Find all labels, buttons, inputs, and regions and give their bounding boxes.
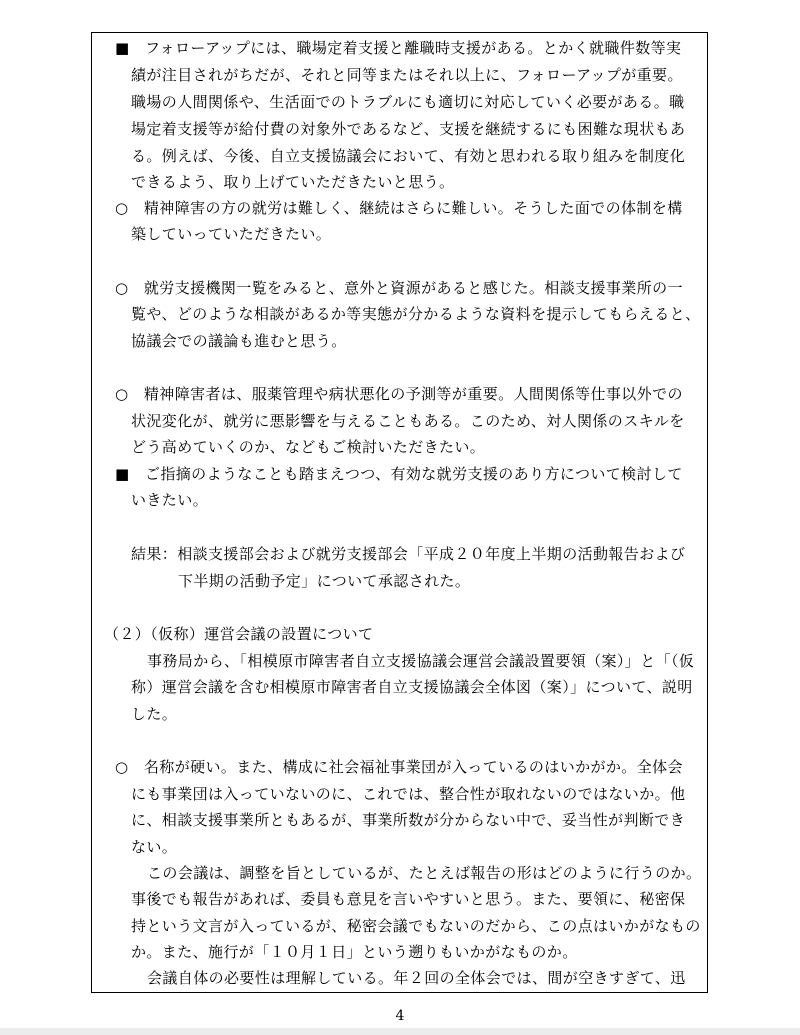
- section-heading: （２）（仮称）運営会議の設置について: [104, 625, 374, 643]
- text-line: した。: [131, 705, 178, 723]
- text-line: 績が注目されがちだが、それと同等またはそれ以上に、フォローアップが重要。: [131, 66, 683, 84]
- text-line: ○ 精神障害の方の就労は難しく、継続はさらに難しい。そうした面での体制を構: [115, 199, 683, 217]
- text-line: できるよう、取り上げていただきたいと思う。: [131, 173, 455, 191]
- text-line: この会議は、調整を旨としているが、たとえば報告の形はどのように行うのか。: [147, 864, 702, 882]
- text-line: どう高めていくのか、などもご検討いただきたい。: [131, 438, 486, 456]
- text-line: 持という文言が入っているが、秘密会議でもないのだから、この点はいかがなもの: [131, 917, 701, 935]
- text-line: いきたい。: [131, 491, 209, 509]
- result-line: 下半期の活動予定」について承認された。: [178, 572, 471, 590]
- text-line: 協議会での議論も進むと思う。: [131, 332, 347, 350]
- text-line: ■ ご指摘のようなことも踏まえつつ、有効な就労支援のあり方について検討して: [115, 465, 683, 483]
- text-line: 事務局から、「相模原市障害者自立支援協議会運営会議設置要領（案）」と「（仮: [147, 652, 695, 670]
- text-line: ○ 名称が硬い。また、構成に社会福祉事業団が入っているのはいかがか。全体会: [115, 758, 683, 776]
- result-line: 結果：相談支援部会および就労支援部会「平成２０年度上半期の活動報告および: [131, 545, 686, 563]
- text-line: 状況変化が、就労に悪影響を与えることもある。このため、対人関係のスキルを: [131, 412, 685, 430]
- text-line: ○ 就労支援機関一覧をみると、意外と資源があると感じた。相談支援事業所の一: [115, 279, 683, 297]
- text-line: に、相談支援事業所ともあるが、事業所数が分からない中で、妥当性が判断でき: [131, 811, 686, 829]
- text-line: ■ フォローアップには、職場定着支援と離職時支援がある。とかく就職件数等実: [115, 39, 682, 57]
- text-line: 築していっていただきたい。: [131, 225, 332, 243]
- text-line: 場定着支援等が給付費の対象外であるなど、支援を継続するにも困難な現状もあ: [131, 120, 686, 138]
- text-line: にも事業団は入っていないのに、これでは、整合性が取れないのではないか。他: [131, 785, 686, 803]
- text-line: 職場の人間関係や、生活面でのトラブルにも適切に対応していく必要がある。職: [131, 93, 685, 111]
- text-line: ない。: [131, 838, 178, 856]
- text-line: 称）運営会議を含む相模原市障害者自立支援協議会全体図（案）」について、説明: [131, 678, 693, 696]
- text-line: か。また、施行が「１０月１日」という遡りもいかがなものか。: [131, 943, 578, 961]
- text-line: る。例えば、今後、自立支援協議会において、有効と思われる取り組みを制度化: [131, 147, 686, 165]
- text-line: 覧や、どのような相談があるか等実態が分かるような資料を提示してもらえると、: [131, 305, 701, 323]
- text-line: 会議自体の必要性は理解している。年２回の全体会では、間が空きすぎて、迅: [147, 969, 686, 987]
- text-line: 事後でも報告があれば、委員も意見を言いやすいと思う。また、要領に、秘密保: [131, 890, 686, 908]
- page-number: 4: [395, 1008, 405, 1024]
- text-line: ○ 精神障害者は、服薬管理や病状悪化の予測等が重要。人間関係等仕事以外での: [115, 385, 683, 403]
- viewer-bottom-band: [0, 1028, 800, 1035]
